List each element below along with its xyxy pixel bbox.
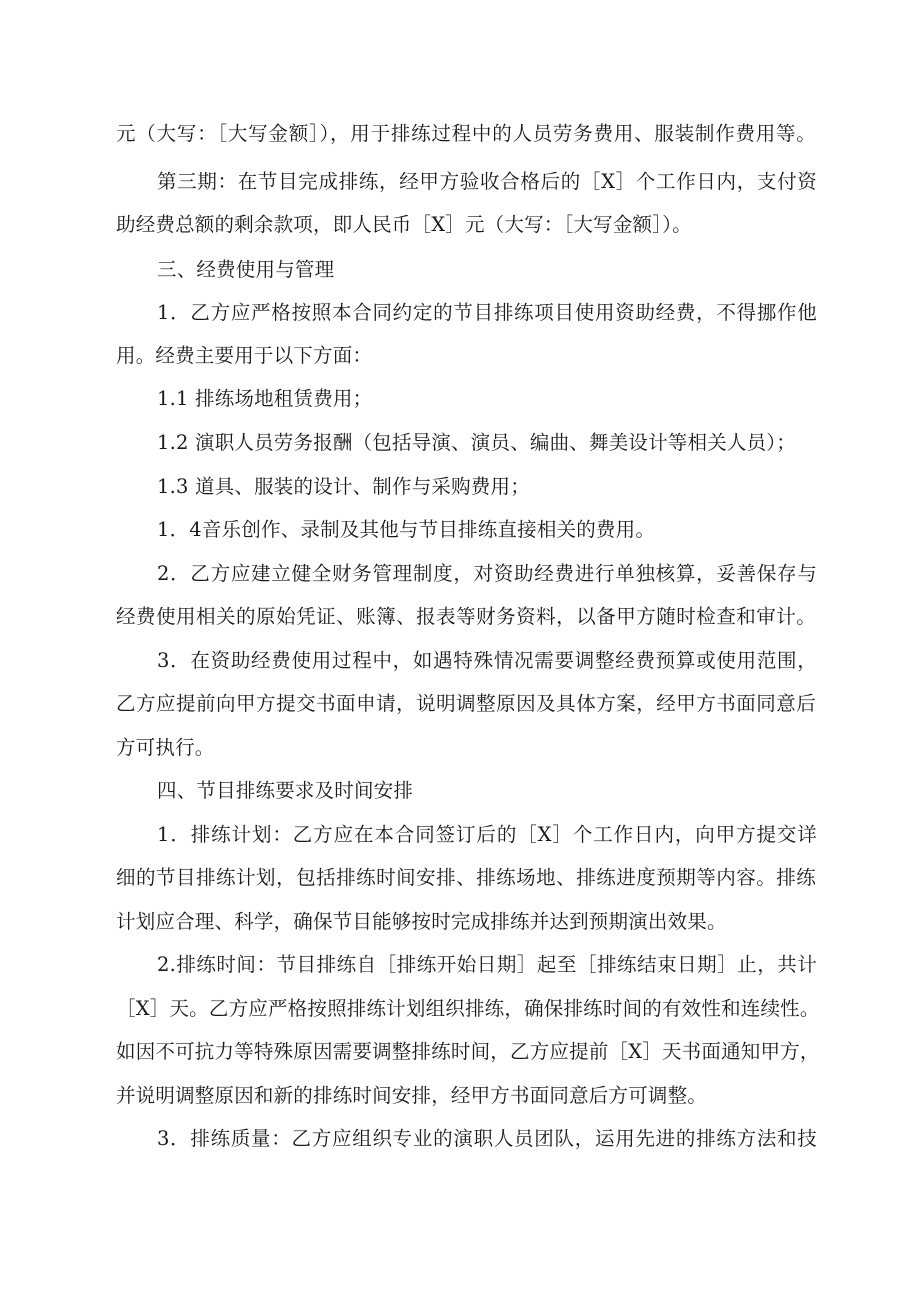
text-line-23: 并说明调整原因和新的排练时间安排，经甲方书面同意后方可调整。 bbox=[116, 1084, 708, 1107]
text-line-13: 3．在资助经费使用过程中，如遇特殊情况需要调整经费预算或使用范围， bbox=[157, 649, 817, 672]
text-line-20: 2.排练时间：节目排练自［排练开始日期］起至［排练结束日期］止，共计 bbox=[157, 953, 817, 976]
text-line-18: 细的节目排练计划，包括排练时间安排、排练场地、排练进度预期等内容。排练 bbox=[116, 866, 816, 889]
section-heading-3: 三、经费使用与管理 bbox=[157, 258, 335, 281]
text-line-17: 1．排练计划：乙方应在本合同签订后的［X］个工作日内，向甲方提交详 bbox=[157, 823, 817, 846]
section-heading-4: 四、节目排练要求及时间安排 bbox=[157, 779, 414, 802]
text-line-9: 1.3 道具、服装的设计、制作与采购费用； bbox=[157, 475, 530, 498]
text-line-2: 第三期：在节目完成排练，经甲方验收合格后的［X］个工作日内，支付资 bbox=[157, 170, 817, 193]
text-line-6: 用。经费主要用于以下方面： bbox=[116, 344, 373, 367]
text-line-15: 方可执行。 bbox=[116, 736, 215, 759]
text-line-24: 3．排练质量：乙方应组织专业的演职人员团队，运用先进的排练方法和技 bbox=[157, 1127, 817, 1150]
text-line-3: 助经费总额的剩余款项，即人民币［X］元（大写：［大写金额］）。 bbox=[116, 213, 692, 236]
text-line-5: 1．乙方应严格按照本合同约定的节目排练项目使用资助经费，不得挪作他 bbox=[157, 301, 817, 324]
text-line-22: 如因不可抗力等特殊原因需要调整排练时间，乙方应提前［X］天书面通知甲方， bbox=[116, 1040, 820, 1063]
text-line-14: 乙方应提前向甲方提交书面申请，说明调整原因及具体方案，经甲方书面同意后 bbox=[116, 692, 816, 715]
text-line-1: 元（大写：［大写金额］），用于排练过程中的人员劳务费用、服装制作费用等。 bbox=[116, 122, 816, 145]
text-line-10: 1．4音乐创作、录制及其他与节目排练直接相关的费用。 bbox=[157, 518, 656, 541]
text-line-12: 经费使用相关的原始凭证、账簿、报表等财务资料，以备甲方随时检查和审计。 bbox=[116, 605, 816, 628]
text-line-8: 1.2 演职人员劳务报酬（包括导演、演员、编曲、舞美设计等相关人员）； bbox=[157, 431, 796, 454]
text-line-7: 1.1 排练场地租赁费用； bbox=[157, 387, 373, 410]
text-line-19: 计划应合理、科学，确保节目能够按时完成排练并达到预期演出效果。 bbox=[116, 910, 727, 933]
text-line-21: ［X］天。乙方应严格按照排练计划组织排练，确保排练时间的有效性和连续性。 bbox=[116, 997, 820, 1020]
text-line-11: 2．乙方应建立健全财务管理制度，对资助经费进行单独核算，妥善保存与 bbox=[157, 562, 817, 585]
